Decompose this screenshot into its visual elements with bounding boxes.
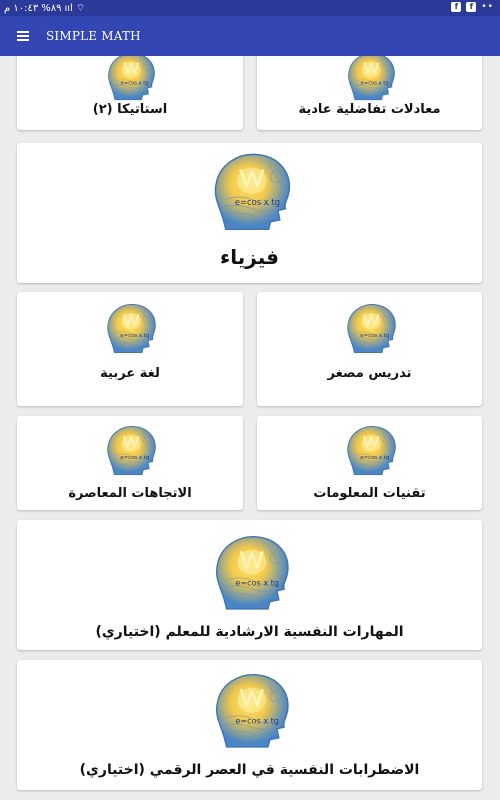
head-icon-formula: e=cos x tg [234,715,279,726]
battery-level: %٨٩ [41,3,62,14]
head-bulb-icon [340,420,400,480]
course-card[interactable] [17,660,482,790]
course-card[interactable] [17,520,482,650]
course-grid[interactable] [0,56,500,800]
course-card[interactable] [17,56,243,130]
head-bulb-icon [340,298,400,358]
head-bulb-icon [205,528,295,616]
course-card-label: الاضطرابات النفسية في العصر الرقمي (اختياري) [79,762,420,778]
head-icon-formula: e=cos x tg [120,80,149,87]
course-card-label: استاتيكا (٢) [92,102,168,117]
head-icon-formula: e=cos x tg [234,577,279,588]
facebook-icon: f [466,2,476,12]
course-head-icon [100,298,160,358]
course-head-icon [205,528,295,616]
head-bulb-icon [100,56,160,102]
head-bulb-icon [205,666,295,754]
course-card-label: تقنيات المعلومات [313,486,426,501]
status-bar [0,0,500,16]
course-head-icon [340,56,400,102]
course-card-label: المهارات النفسية الارشادية للمعلم (اختياري) [95,624,404,640]
head-bulb-icon [202,149,298,233]
head-icon-formula: e=cos x tg [120,455,150,461]
course-card-label: الاتجاهات المعاصرة [68,486,192,501]
head-bulb-icon [100,298,160,358]
course-card-label: فيزياء [220,245,279,269]
head-icon-formula: e=cos x tg [234,197,280,207]
course-head-icon [340,298,400,358]
head-icon-formula: e=cos x tg [120,333,150,339]
dots-icon: •• [481,2,494,12]
signal-icon: ııl [64,3,73,14]
status-time: ١٠:٤٣ م [4,3,39,14]
head-bulb-icon [340,56,400,102]
hamburger-menu-button[interactable] [0,16,46,56]
course-head-icon [100,56,160,102]
status-left [4,2,85,15]
facebook-icon: f [451,2,461,12]
app-bar [0,16,500,56]
course-card-label: لغة عربية [100,366,160,381]
course-card[interactable] [17,292,243,406]
course-card[interactable] [17,416,243,510]
head-icon-formula: e=cos x tg [359,455,389,461]
head-icon-formula: e=cos x tg [359,333,389,339]
head-bulb-icon [100,420,160,480]
head-icon-formula: e=cos x tg [360,80,389,87]
menu-icon [17,31,29,41]
course-head-icon [205,666,295,754]
course-card[interactable] [17,143,482,283]
course-card-label: تدريس مصغر [327,366,412,381]
app-title: SIMPLE MATH [46,29,141,43]
course-card-label: معادلات تفاضلية عادية [298,102,441,117]
course-card[interactable] [257,56,482,130]
wifi-icon: ⌔ [75,3,86,14]
course-card[interactable] [257,292,482,406]
course-head-icon [340,420,400,480]
status-right [451,2,494,12]
course-head-icon [202,149,298,233]
course-head-icon [100,420,160,480]
course-card[interactable] [257,416,482,510]
